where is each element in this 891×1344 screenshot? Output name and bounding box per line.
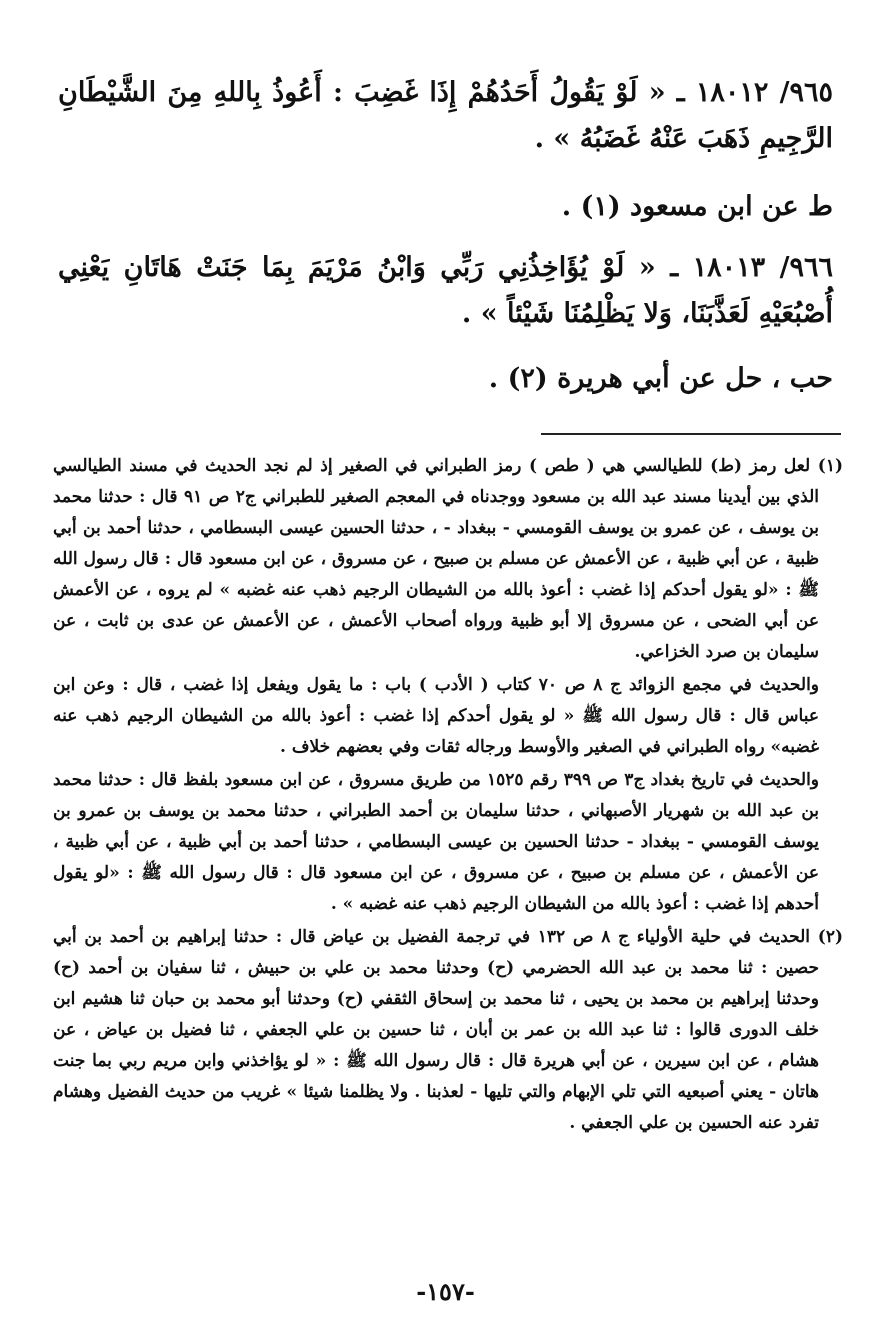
footnote-2: (٢) الحديث في حلية الأولياء ج ٨ ص ١٣٢ في ترجمة الفضيل بن عياض قال : حدثنا إبراهيم بن أحمد بن أبي حصين : ثنا محمد بن عبد الله الحضرمي (ح) وحدثنا محمد بن علي بن حبيش ، ثنا سفيان بن أحمد (ح) وحدثنا إبراهيم بن محمد بن يحيى ، ثنا محمد بن إسحاق الثقفي (ح) وحدثنا أبو محمد بن حبان ثنا هشيم ابن خلف الدورى قالوا : ثنا عبد الله بن عمر بن أبان ، ثنا حسين بن علي الجعفي ، ثنا فضيل بن عياض ، عن هشام ، عن ابن سيرين ، عن أبي هريرة قال : قال رسول الله ﷺ : « لو يؤاخذني وابن مريم ربي بما جنت هاتان - يعني أصبعيه التي تلي الإبهام والتي تليها - لعذبنا . ولا يظلمنا شيئا » غريب من حديث الفضيل وهشام تفرد عنه الحسين بن علي الجعفي .	[53, 927, 844, 1133]
footnotes	[53, 451, 843, 1139]
hadith-source-965: ط عن ابن مسعود (١) .	[561, 191, 833, 222]
hadith-entry-966: ٩٦٦/ ١٨٠١٣ ـ « لَوْ يُؤَاخِذُنِي رَبِّي وَابْنُ مَرْيَمَ بِمَا جَنَتْ هَاتَانِ يَعْنِي أُصْبُعَيْهِ لَعَذَّبَنَا، وَلا يَظْلِمُنَا شَيْئاً » .	[58, 252, 833, 329]
footnote-1-tarikh: والحديث في تاريخ بغداد ج٣ ص ٣٩٩ رقم ١٥٢٥ من طريق مسروق ، عن ابن مسعود بلفظ قال : حدثنا محمد بن عبد الله بن شهريار الأصبهاني ، حدثنا سليمان بن أحمد الطبراني ، حدثنا محمد بن يوسف بن عمرو بن يوسف القومسي - ببغداد - حدثنا الحسين بن عيسى البسطامي ، حدثنا أحمد بن أبي ظبية ، عن أبي ظبية ، عن الأعمش ، عن مسلم بن صبيح ، عن مسروق ، عن ابن مسعود قال : قال رسول الله ﷺ : «لو يقول أحدهم إذا غضب : أعوذ بالله من الشيطان الرجيم ذهب عنه غضبه » .	[53, 770, 819, 914]
hadith-source-966: حب ، حل عن أبي هريرة (٢) .	[488, 363, 833, 394]
footnote-1: (١) لعل رمز (ط) للطيالسي هي ( طص ) رمز الطبراني في الصغير إذ لم نجد الحديث في مسند الطيالسي الذي بين أيدينا مسند عبد الله بن مسعود ووجدناه في المعجم الصغير للطبراني ج٢ ص ٩١ قال : حدثنا محمد بن يوسف ، عن عمرو بن يوسف القومسي - ببغداد - ، حدثنا الحسين عيسى البسطامي ، حدثنا أحمد بن أبي ظبية ، عن أبي ظبية ، عن الأعمش عن مسلم بن صبيح ، عن مسروق ، عن ابن مسعود قال : قال رسول الله ﷺ : «لو يقول أحدكم إذا غضب : أعوذ بالله من الشيطان الرجيم ذهب عنه غضبه » لم يروه ، عن الأعمش عن أبي الضحى ، عن مسروق إلا أبو ظبية ورواه أصحاب الأعمش ، عن الأعمش عن عدى بن ثابت ، عن سليمان بن صرد الخزاعي.	[53, 456, 843, 662]
page-number: -١٥٧-	[416, 1277, 475, 1306]
hadith-entry-965: ٩٦٥/ ١٨٠١٢ ـ « لَوْ يَقُولُ أَحَدُهُمْ إِذَا غَضِبَ : أَعُوذُ بِاللهِ مِنَ الشَّيْطَانِ الرَّجِيمِ ذَهَبَ عَنْهُ غَضَبُهُ » .	[58, 77, 833, 154]
footnote-divider	[541, 433, 841, 435]
footnote-1-majma: والحديث في مجمع الزوائد ج ٨ ص ٧٠ كتاب ( الأدب ) باب : ما يقول ويفعل إذا غضب ، قال : وعن ابن عباس قال : قال رسول الله ﷺ « لو يقول أحدكم إذا غضب : أعوذ بالله من الشيطان الرجيم ذهب عنه غضبه» رواه الطبراني في الصغير والأوسط ورجاله ثقات وفي بعضهم خلاف .	[53, 675, 820, 757]
